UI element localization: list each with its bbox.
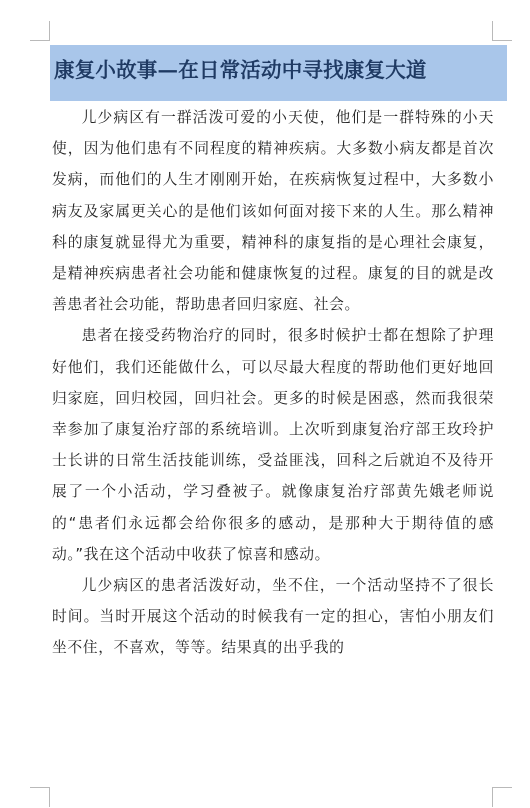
crop-mark-top-right-v: [492, 21, 493, 41]
crop-mark-top-left-h: [30, 40, 50, 41]
crop-mark-bottom-right-h: [492, 787, 512, 788]
crop-mark-bottom-left-v: [49, 787, 50, 807]
crop-mark-bottom-right-v: [492, 787, 493, 807]
crop-mark-top-right-h: [492, 40, 512, 41]
paragraph-3: 儿少病区的患者活泼好动，坐不住，一个活动坚持不了很长时间。当时开展这个活动的时候我有一定的担心，害怕小朋友们坐不住，不喜欢，等等。结果真的出乎我的: [52, 577, 494, 657]
crop-mark-bottom-left-h: [30, 787, 50, 788]
document-title: 康复小故事—在日常活动中寻找康复大道: [50, 45, 507, 101]
crop-mark-top-left-v: [49, 21, 50, 41]
document-body: [52, 102, 494, 664]
paragraph-1: 儿少病区有一群活泼可爱的小天使，他们是一群特殊的小天使，因为他们患有不同程度的精神疾病。大多数小病友都是首次发病，而他们的人生才刚刚开始，在疾病恢复过程中，大多数小病友及家属更关心的是他们该如何面对接下来的人生。那么精神科的康复就显得尤为重要，精神科的康复指的是心理社会康复，是精神疾病患者社会功能和健康恢复的过程。康复的目的就是改善患者社会功能，帮助患者回归家庭、社会。: [52, 109, 494, 314]
paragraph-2: 患者在接受药物治疗的同时，很多时候护士都在想除了护理好他们，我们还能做什么，可以尽最大程度的帮助他们更好地回归家庭，回归校园，回归社会。更多的时候是困惑，然而我很荣幸参加了康复治疗部的系统培训。上次听到康复治疗部王玫玲护士长讲的日常生活技能训练，受益匪浅，回科之后就迫不及待开展了一个小活动，学习叠被子。就像康复治疗部黄先娥老师说的“患者们永远都会给你很多的感动，是那种大于期待值的感动。”我在这个活动中收获了惊喜和感动。: [52, 327, 494, 563]
